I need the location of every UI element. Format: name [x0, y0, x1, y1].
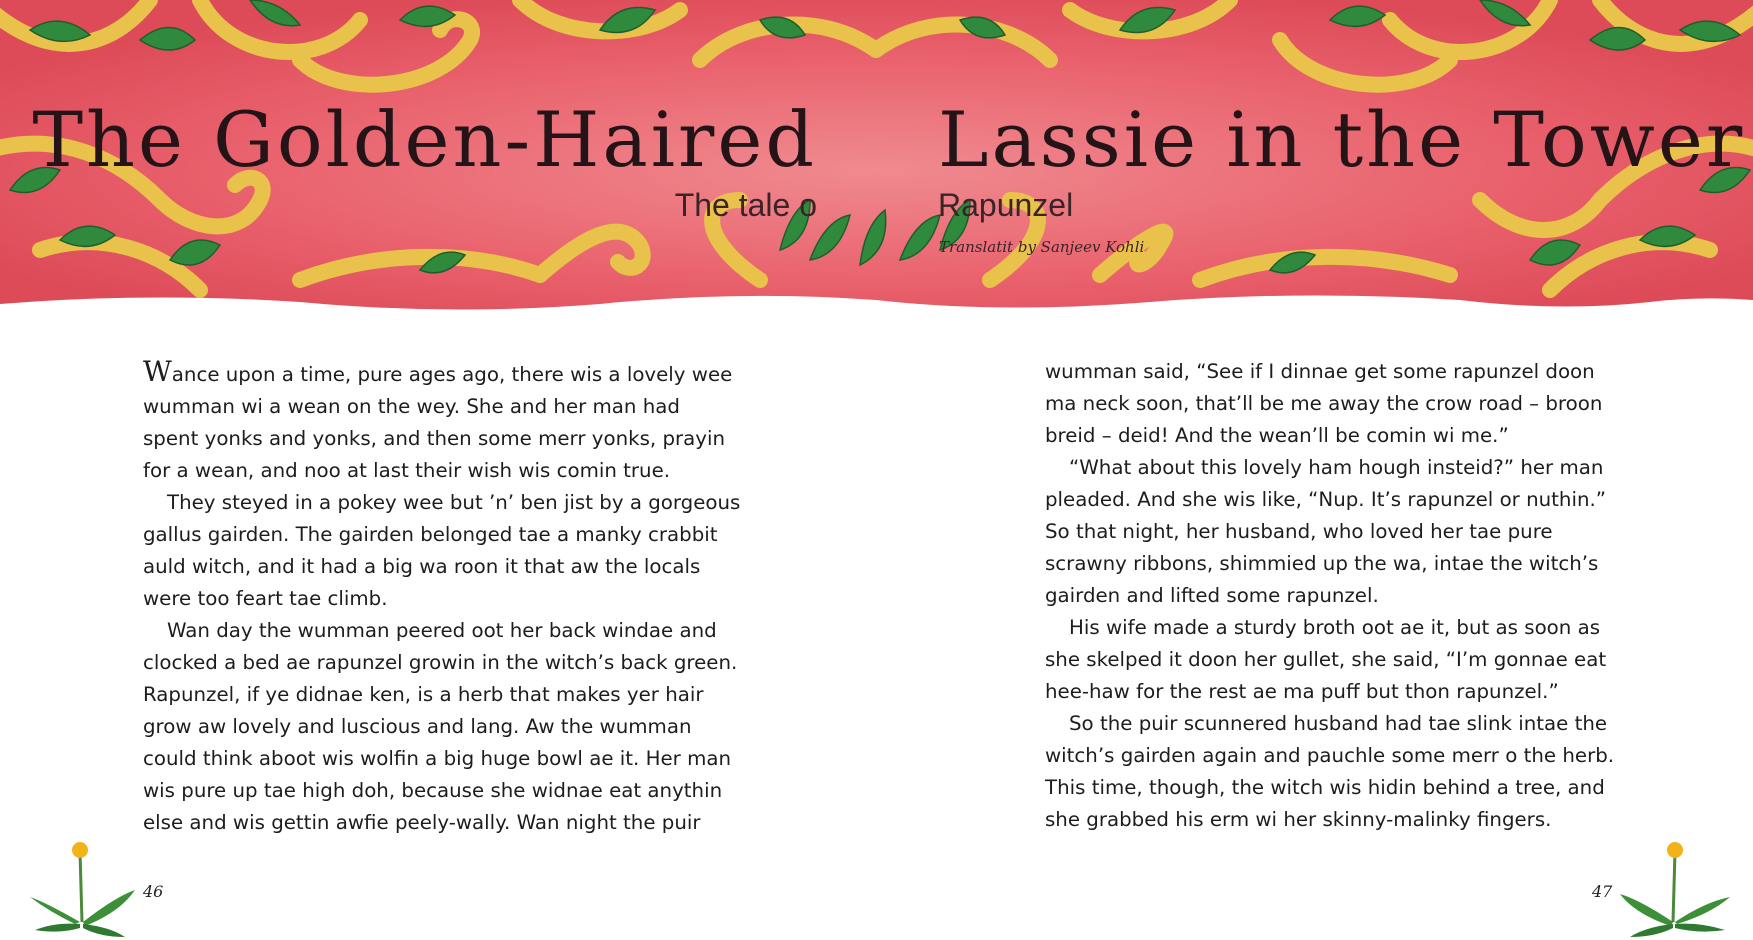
text-line [143, 356, 753, 391]
page-number-right: 47 [1592, 882, 1613, 901]
text-line: So the puir scunnered husband had tae slink intae the [1069, 712, 1608, 735]
text-line: auld witch, and it had a big wa roon it that aw the locals [143, 555, 701, 578]
text-line: could think aboot wis wolfin a big huge bowl ae it. Her man [143, 747, 731, 770]
story-title-part-two: Lassie in the Tower [938, 95, 1746, 184]
text-line: for a wean, and noo at last their wish wis comin true. [143, 459, 671, 482]
text-line: ma neck soon, that’ll be me away the crow road – broon [1045, 392, 1603, 415]
drop-cap: W [143, 355, 172, 388]
subtitle-part-two: Rapunzel [938, 187, 1074, 223]
text-line: His wife made a sturdy broth oot ae it, but as soon as [1069, 616, 1601, 639]
left-page-body [143, 356, 753, 839]
dandelion-illustration-right [1605, 842, 1735, 940]
text-line: wumman wi a wean on the wey. She and her man had [143, 395, 680, 418]
text-line: gairden and lifted some rapunzel. [1045, 584, 1379, 607]
text-line: pleaded. And she wis like, “Nup. It’s rapunzel or nuthin.” [1045, 488, 1607, 511]
text-line: scrawny ribbons, shimmied up the wa, intae the witch’s [1045, 552, 1599, 575]
decorative-banner [0, 0, 1753, 320]
page-number-left: 46 [143, 882, 164, 901]
text-line: So that night, her husband, who loved her tae pure [1045, 520, 1553, 543]
text-line: else and wis gettin awfie peely-wally. Wan night the puir [143, 811, 701, 834]
text-line: spent yonks and yonks, and then some merr yonks, prayin [143, 427, 726, 450]
text-line: This time, though, the witch wis hidin behind a tree, and [1045, 776, 1605, 799]
text-line: grow aw lovely and luscious and lang. Aw the wumman [143, 715, 692, 738]
text-line: They steyed in a pokey wee but ’n’ ben jist by a gorgeous [167, 491, 741, 514]
dandelion-illustration-left [25, 842, 155, 940]
text-line: wis pure up tae high doh, because she widnae eat anythin [143, 779, 723, 802]
text-line: she grabbed his erm wi her skinny-malinky fingers. [1045, 808, 1552, 831]
text-line: Wan day the wumman peered oot her back windae and [167, 619, 717, 642]
translator-credit: Translatit by Sanjeev Kohli [939, 238, 1145, 256]
text-line-rest: ance upon a time, pure ages ago, there wis a lovely wee [171, 363, 733, 386]
text-line: “What about this lovely ham hough insteid?” her man [1069, 456, 1604, 479]
right-page-body [1045, 356, 1630, 836]
text-line: were too feart tae climb. [143, 587, 388, 610]
text-line: she skelped it doon her gullet, she said, “I’m gonnae eat [1045, 648, 1607, 671]
text-line: breid – deid! And the wean’ll be comin wi me.” [1045, 424, 1509, 447]
subtitle-part-one: The tale o [674, 187, 817, 223]
text-line: hee-haw for the rest ae ma puff but thon rapunzel.” [1045, 680, 1559, 703]
text-line: clocked a bed ae rapunzel growin in the witch’s back green. [143, 651, 738, 674]
text-line: wumman said, “See if I dinnae get some rapunzel doon [1045, 360, 1595, 383]
text-line: witch’s gairden again and pauchle some merr o the herb. [1045, 744, 1615, 767]
text-line: Rapunzel, if ye didnae ken, is a herb that makes yer hair [143, 683, 704, 706]
text-line: gallus gairden. The gairden belonged tae a manky crabbit [143, 523, 718, 546]
story-title-part-one: The Golden-Haired [32, 95, 817, 184]
